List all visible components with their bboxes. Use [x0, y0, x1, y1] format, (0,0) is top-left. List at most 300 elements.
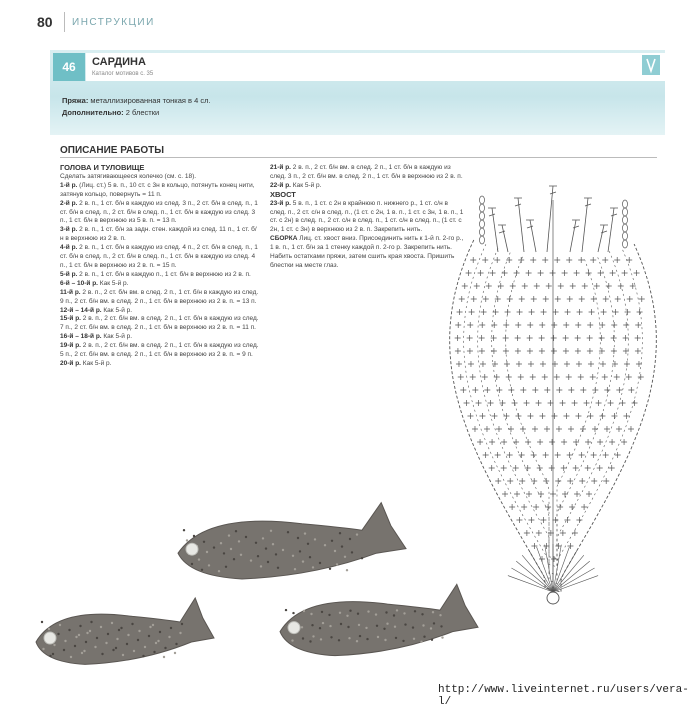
yarn-texture [297, 537, 299, 539]
yarn-texture [312, 566, 314, 568]
stitch-symbol [586, 491, 592, 497]
stitch-symbol [616, 387, 622, 393]
yarn-texture [63, 649, 65, 651]
row-text: 2 в. п., 1 ст. б/н в каждую из след. 3 п., 2 ст. б/н в след. п., 1 ст. б/н в след. п., 2 ст. б/н в след. п., 1 ст. б/н в каждую из след. 3 п., 1 ст. б/н в верхнюю из 5 в. п. = 13 п. [60, 199, 258, 225]
row-text: 2 в. п., 2 ст. б/н вм. в след. 2 п., 1 ст. б/н в каждую из след. 5 п., 2 ст. б/н вм. в след. 2 п., 1 ст. б/н в верхнюю из 2 в. п. = 9 п. [60, 342, 259, 359]
yarn-texture [423, 636, 425, 638]
crocheted-sardine-photo [272, 580, 482, 666]
stitch-symbol [526, 270, 532, 276]
stitch-symbol [620, 400, 626, 406]
stitch-symbol [551, 556, 557, 562]
stitch-symbol [587, 413, 593, 419]
instruction-row [60, 342, 260, 360]
stitch-symbol [469, 309, 475, 315]
instruction-row [60, 226, 260, 244]
heading-rule [60, 157, 657, 158]
page-number: 80 [37, 14, 53, 30]
stitch-symbol [518, 374, 524, 380]
yarn-texture [328, 614, 330, 616]
stitch-symbol [505, 309, 511, 315]
stitch-symbol [526, 491, 532, 497]
yarn-texture [329, 568, 331, 570]
row-text: 5 в. п., 1 ст. с 2н в крайнюю п. нижнего р., 1 ст. с/н в след. п., 2 ст. с/н в след. п., (1 ст. с 2н, 1 в. п., 1 ст. с 3н, 1 в. п., 1 ст. с 2н) в след. п., 2 ст. с/н в след. п., 1 ст. с/н в след. п., (1 ст. с 2н, 1 ст. с 3н) в верхнюю из 2 в. п. Закрепить нить. [270, 199, 464, 234]
yarn-texture [155, 642, 157, 644]
stitch-symbol [546, 283, 552, 289]
yarn-texture [346, 569, 348, 571]
yarn-texture [175, 643, 177, 645]
row-label: 19-й р. [60, 342, 81, 350]
stitch-symbol [635, 348, 641, 354]
yarn-texture [144, 646, 146, 648]
stitch-symbol [513, 439, 519, 445]
yarn-texture [164, 647, 166, 649]
yarn-texture [90, 621, 92, 623]
yarn-texture [100, 626, 102, 628]
stitch-symbol [478, 270, 484, 276]
row-text: (Лиц. ст.) 5 в. п., 10 ст. с 3н в кольцо, потянуть конец нити, затянув кольцо, повернуть = 11 п. [60, 181, 255, 198]
yarn-texture [420, 641, 422, 643]
stitch-symbol [455, 322, 461, 328]
yarn-texture [432, 611, 434, 613]
yarn-texture [319, 627, 321, 629]
stitch-symbol [455, 335, 461, 341]
stitch-symbol [527, 335, 533, 341]
stitch-symbol [599, 322, 605, 328]
row-label: 21-й р. [270, 164, 291, 171]
stitch-symbol [545, 504, 551, 510]
stitch-symbol [614, 374, 620, 380]
stitch-symbol [476, 400, 482, 406]
yarn-texture [384, 639, 386, 641]
stitch-symbol [589, 309, 595, 315]
stitch-symbol [510, 283, 516, 289]
stitch-symbol [555, 296, 561, 302]
stitch-symbol [578, 374, 584, 380]
stitch-symbol [496, 387, 502, 393]
yarn-texture [393, 614, 395, 616]
stitch-symbol [623, 413, 629, 419]
stitch-symbol [563, 322, 569, 328]
yarn-texture [358, 624, 360, 626]
stitch-symbol [470, 374, 476, 380]
stitch-symbol [462, 283, 468, 289]
stitch-symbol [621, 439, 627, 445]
stitch-symbol [625, 309, 631, 315]
stitch-symbol [563, 413, 569, 419]
stitch-symbol [468, 361, 474, 367]
yarn-texture [439, 614, 441, 616]
yarn-texture [292, 612, 294, 614]
stitch-symbol [543, 543, 549, 549]
stitch-symbol [555, 478, 561, 484]
stitch-symbol [601, 309, 607, 315]
stitch-symbol [611, 348, 617, 354]
stitch-symbol [599, 335, 605, 341]
yarn-texture [42, 648, 44, 650]
yarn-texture [105, 642, 107, 644]
stitch-symbol [520, 387, 526, 393]
stitch-symbol [623, 322, 629, 328]
stitch-symbol [479, 348, 485, 354]
yarn-texture [260, 565, 262, 567]
stitch-symbol [611, 413, 617, 419]
stitch-symbol [467, 335, 473, 341]
yarn-texture [359, 635, 361, 637]
yarn-texture [208, 564, 210, 566]
row-text: Лиц. ст. хвост вниз. Присоединить нить к 1-й п. 2-го р., 1 в. п., 1 ст. б/н за 1 стенку каждой п. 2-го р. Закрепить нить. Набить остатками пряжи, затем сшить края хвоста. Пришить блестки на месте глаз. [270, 235, 464, 269]
yarn-texture [223, 552, 225, 554]
yarn-texture [433, 622, 435, 624]
yarn-texture [153, 651, 155, 653]
yarn-texture [225, 566, 227, 568]
stitch-symbol [480, 361, 486, 367]
stitch-symbol [573, 439, 579, 445]
stitch-symbol [539, 413, 545, 419]
yarn-texture [86, 632, 88, 634]
stitch-symbol [623, 335, 629, 341]
stitch-symbol [519, 478, 525, 484]
stitch-symbol [537, 439, 543, 445]
yarn-texture [79, 625, 81, 627]
yarn-texture [394, 626, 396, 628]
stitch-symbol [543, 478, 549, 484]
stitch-symbol [624, 361, 630, 367]
yarn-texture [228, 534, 230, 536]
stitch-symbol [466, 270, 472, 276]
stitch-symbol [572, 530, 578, 536]
stitch-symbol [503, 322, 509, 328]
yarn-texture [191, 563, 193, 565]
yarn-texture [324, 544, 326, 546]
row-text: 2 в. п., 1 ст. б/н в каждую из след. 4 п., 2 ст. б/н в след. п., 1 ст. б/н в след. п., 2 ст. б/н в след. п., 1 ст. б/н в каждую из след. 4 п., 1 ст. б/н в верхнюю из 2 в. п. = 15 п. [60, 244, 258, 269]
stitch-symbol [538, 491, 544, 497]
yarn-texture [230, 548, 232, 550]
row-label: 20-й р. [60, 359, 81, 367]
pattern-subtitle: Каталог мотивов с. 35 [92, 71, 154, 77]
instruction-row [60, 271, 260, 280]
stitch-symbol [530, 374, 536, 380]
yarn-texture [331, 540, 333, 542]
sequin-eye [186, 543, 198, 555]
yarn-texture [404, 623, 406, 625]
tail-stitch [530, 220, 536, 252]
instruction-row [60, 200, 260, 227]
stitch-symbol [501, 465, 507, 471]
yarn-texture [85, 641, 87, 643]
row-text: 2 в. п., 1 ст. б/н за задн. стен. каждой из след. 11 п., 1 ст. б/н в верхнюю из 2 в. п. [60, 226, 257, 243]
yarn-texture [138, 630, 140, 632]
yarn-texture [302, 560, 304, 562]
stitch-symbol [562, 270, 568, 276]
stitch-symbol [520, 426, 526, 432]
stitch-symbol [502, 491, 508, 497]
yarn-texture [245, 536, 247, 538]
stitch-symbol [467, 322, 473, 328]
stitch-symbol [525, 465, 531, 471]
yarn-texture [311, 624, 313, 626]
row-label: 11-й р. [60, 288, 81, 296]
stitch-symbol [637, 309, 643, 315]
stitch-symbol [585, 465, 591, 471]
stitch-symbol [534, 283, 540, 289]
stitch-symbol [587, 348, 593, 354]
yarn-texture [383, 628, 385, 630]
yarn-texture [377, 636, 379, 638]
yarn-texture [174, 652, 176, 654]
sequin-eye [288, 622, 300, 634]
tail-stitch [547, 186, 553, 252]
yarn-texture [127, 634, 129, 636]
chain-stitch [623, 224, 628, 232]
stitch-symbol [594, 283, 600, 289]
yarn-texture [118, 629, 120, 631]
stitch-symbol [464, 400, 470, 406]
yarn-texture [116, 638, 118, 640]
yarn-texture [59, 624, 61, 626]
stitch-symbol [556, 387, 562, 393]
title-strip [86, 53, 665, 81]
stitch-symbol [484, 387, 490, 393]
yarn-texture [233, 558, 235, 560]
stitch-symbol [539, 335, 545, 341]
stitch-symbol [544, 426, 550, 432]
stitch-symbol [524, 530, 530, 536]
stitch-symbol [566, 374, 572, 380]
stitch-symbol [472, 426, 478, 432]
yarn-texture [356, 533, 358, 535]
row-text: Как 5-й р. [97, 279, 129, 287]
yarn-texture [319, 562, 321, 564]
instruction-text: Сделать затягивающееся колечко (см. с. 18). [60, 172, 197, 180]
stitch-symbol [467, 348, 473, 354]
yarn-texture [338, 639, 340, 641]
stitch-symbol [582, 283, 588, 289]
stitch-symbol [575, 413, 581, 419]
fish-body [36, 598, 214, 664]
header-divider [64, 12, 65, 32]
yarn-texture [310, 613, 312, 615]
stitch-symbol [604, 426, 610, 432]
stitch-symbol [562, 491, 568, 497]
ring-stitch [553, 568, 595, 592]
yarn-texture [348, 637, 350, 639]
stitch-symbol [600, 361, 606, 367]
stitch-symbol [483, 296, 489, 302]
stitch-symbol [481, 309, 487, 315]
stitch-symbol [479, 335, 485, 341]
yarn-texture [133, 650, 135, 652]
row-text: Как 5-й р. [290, 181, 322, 189]
stitch-symbol [529, 309, 535, 315]
section-name: ИНСТРУКЦИИ [72, 17, 155, 28]
stitch-symbol [533, 504, 539, 510]
yarn-texture [235, 530, 237, 532]
stitch-symbol [482, 257, 488, 263]
stitch-symbol [527, 348, 533, 354]
yarn-texture [292, 555, 294, 557]
stitch-symbol [494, 257, 500, 263]
stitch-symbol [515, 413, 521, 419]
stitch-symbol [587, 322, 593, 328]
yarn-texture [53, 644, 55, 646]
row-text: 2 в. п., 2 ст. б/н вм. в след. 2 п., 1 ст. б/н в каждую из след. 9 п., 2 ст. б/н вм. в след. 2 п., 1 ст. б/н в верхнюю из 2 в. п. = 13 п. [60, 288, 259, 305]
stitch-symbol [513, 465, 519, 471]
stitch-symbol [587, 335, 593, 341]
stitch-symbol [531, 452, 537, 458]
stitch-symbol [564, 361, 570, 367]
stitch-symbol [628, 387, 634, 393]
stitch-symbol [539, 322, 545, 328]
yarn-texture [285, 609, 287, 611]
row-label: 6-й – 10-й р. [60, 279, 98, 287]
stitch-symbol [491, 413, 497, 419]
row-label: 2-й р. [60, 199, 78, 207]
stitch-symbol [590, 374, 596, 380]
tail-stitch [518, 198, 524, 252]
yarn-texture [120, 627, 122, 629]
crochet-chart-diagram [420, 180, 675, 615]
yarn-texture [320, 638, 322, 640]
instruction-row [60, 244, 260, 271]
stitch-symbol [458, 374, 464, 380]
stitch-symbol [627, 296, 633, 302]
stitch-symbol [512, 400, 518, 406]
stitch-symbol [591, 478, 597, 484]
stitch-symbol [560, 400, 566, 406]
stitch-symbol [484, 426, 490, 432]
chain-stitch [623, 240, 628, 248]
chain-stitch [480, 220, 485, 228]
yarn-texture [357, 613, 359, 615]
stitch-symbol [606, 283, 612, 289]
yarn-texture [152, 624, 154, 626]
stitch-symbol [592, 426, 598, 432]
stitch-symbol [576, 517, 582, 523]
stitch-symbol [503, 335, 509, 341]
stitch-symbol [551, 335, 557, 341]
stitch-symbol [591, 296, 597, 302]
stitch-symbol [479, 413, 485, 419]
yarn-texture [107, 633, 109, 635]
stitch-symbol [561, 465, 567, 471]
tail-stitch [502, 225, 508, 252]
instructions-column-1 [60, 164, 260, 369]
yarn-texture [159, 631, 161, 633]
stitch-symbol [572, 400, 578, 406]
stitch-symbol [568, 387, 574, 393]
stitch-symbol [470, 257, 476, 263]
yarn-texture [403, 612, 405, 614]
yarn-texture [314, 538, 316, 540]
stitch-symbol [482, 374, 488, 380]
yarn-texture [430, 627, 432, 629]
yarn-texture [302, 637, 304, 639]
stitch-symbol [558, 283, 564, 289]
stitch-symbol [540, 517, 546, 523]
stitch-symbol [574, 491, 580, 497]
stitch-symbol [634, 270, 640, 276]
sequin-eye [44, 632, 56, 644]
stitch-symbol [603, 296, 609, 302]
stitch-symbol [567, 543, 573, 549]
stitch-symbol [588, 361, 594, 367]
yarn-texture [48, 628, 50, 630]
stitch-symbol [608, 400, 614, 406]
yarn-texture [396, 609, 398, 611]
yarn-texture [181, 623, 183, 625]
watermark-url: http://www.liveinternet.ru/users/vera-l/ [438, 684, 689, 708]
instruction-row [60, 360, 260, 369]
stitch-symbol [521, 504, 527, 510]
fish-body [280, 584, 478, 655]
subsection-heading: ГОЛОВА И ТУЛОВИЩЕ [60, 163, 145, 172]
stitch-symbol [573, 465, 579, 471]
row-label: 4-й р. [60, 244, 78, 252]
v-icon [642, 55, 660, 75]
yarn-texture [101, 653, 103, 655]
stitch-symbol [456, 361, 462, 367]
yarn-texture [347, 626, 349, 628]
yarn-texture [168, 636, 170, 638]
yarn-texture [339, 532, 341, 534]
stitch-symbol [508, 426, 514, 432]
chain-stitch [623, 232, 628, 240]
stitch-symbol [555, 452, 561, 458]
yarn-texture [334, 550, 336, 552]
yarn-texture [386, 623, 388, 625]
stitch-symbol [491, 348, 497, 354]
chain-stitch [623, 200, 628, 208]
yarn-texture [122, 654, 124, 656]
yarn-texture [149, 626, 151, 628]
stitch-symbol [551, 413, 557, 419]
stitch-symbol [518, 257, 524, 263]
yarn-texture [431, 639, 433, 641]
yarn-texture [81, 652, 83, 654]
crocheted-sardine-photo [28, 594, 218, 674]
pattern-title: САРДИНА [92, 56, 146, 68]
row-text: 2 в. п., 1 ст. б/н в каждую п., 1 ст. б/н в верхнюю из 2 в. п. [77, 270, 251, 278]
yarn-texture [299, 550, 301, 552]
yarn-texture [267, 561, 269, 563]
yarn-texture [137, 639, 139, 641]
stitch-symbol [514, 270, 520, 276]
stitch-symbol [489, 439, 495, 445]
instruction-row [60, 182, 260, 200]
stitch-symbol [541, 309, 547, 315]
stitch-symbol [554, 374, 560, 380]
stitch-symbol [609, 465, 615, 471]
stitch-symbol [567, 296, 573, 302]
stitch-symbol [604, 387, 610, 393]
yarn-texture [422, 624, 424, 626]
stitch-symbol [467, 413, 473, 419]
stitch-symbol [515, 322, 521, 328]
stitch-symbol [578, 257, 584, 263]
stitch-symbol [551, 322, 557, 328]
yarn-texture [220, 542, 222, 544]
yarn-texture [201, 569, 203, 571]
tail-stitch [570, 220, 576, 252]
chain-stitch [480, 212, 485, 220]
stitch-symbol [609, 439, 615, 445]
stitch-symbol [532, 387, 538, 393]
yarn-texture [262, 537, 264, 539]
yarn-texture [68, 629, 70, 631]
row-text: 2 в. п., 2 ст. б/н вм. в след. 2 п., 1 ст. б/н в каждую из след. 3 п., 2 ст. б/н вм. в след. 2 п., 1 ст. б/н в верхнюю из 2 в. п. [270, 164, 463, 180]
stitch-symbol [616, 426, 622, 432]
stitch-symbol [597, 439, 603, 445]
